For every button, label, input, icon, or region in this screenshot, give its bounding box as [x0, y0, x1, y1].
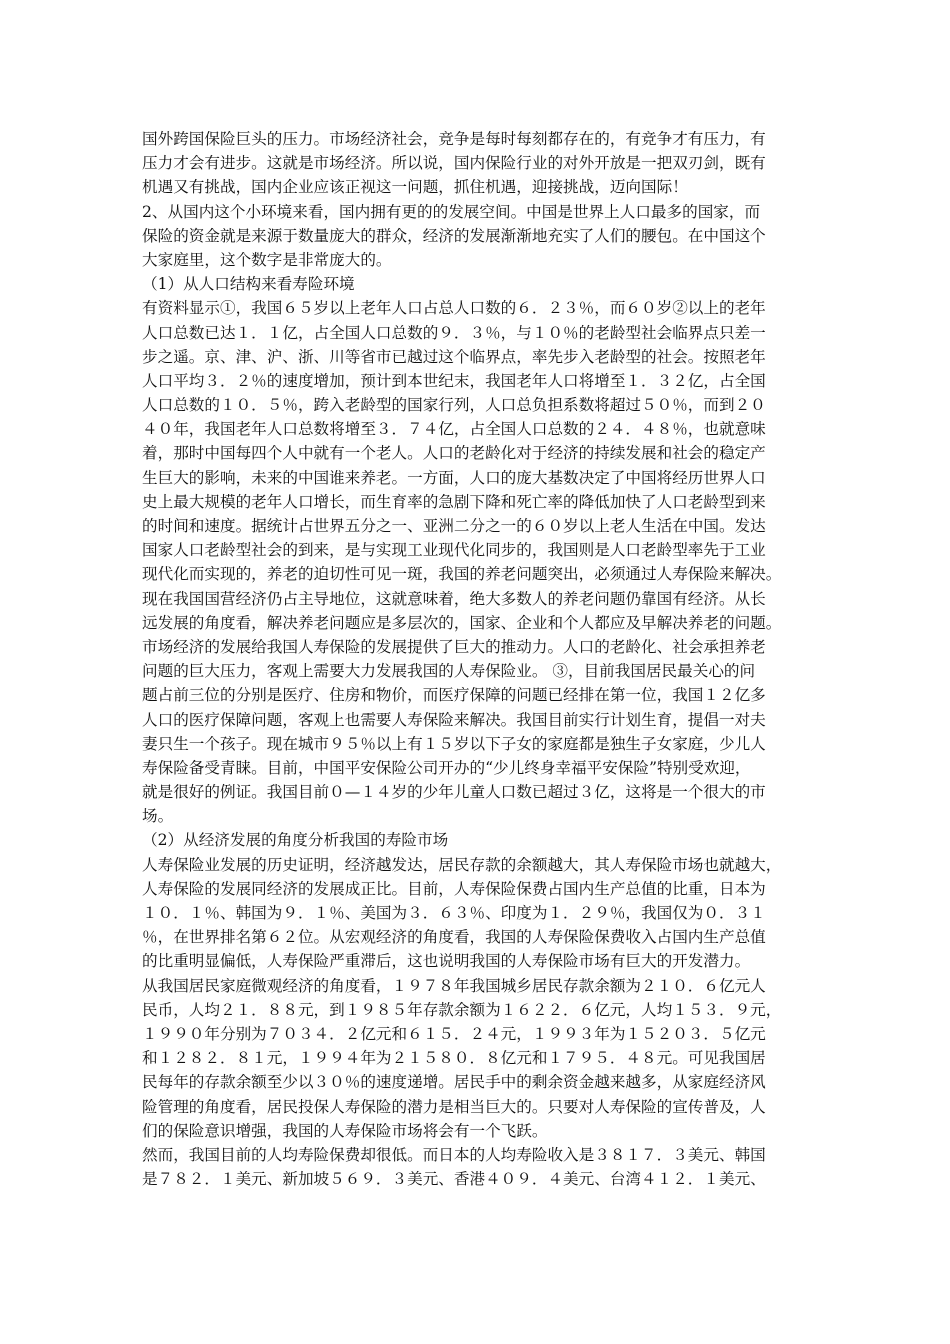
text-line: 民币，人均２１．８８元，到１９８５年存款余额为１６２２．６亿元，人均１５３．９元， [142, 1000, 782, 1019]
text-line: 机遇又有挑战，国内企业应该正视这一问题，抓住机遇，迎接挑战，迈向国际！ [142, 178, 688, 197]
text-line: 市场经济的发展给我国人寿保险的发展提供了巨大的推动力。人口的老龄化、社会承担养老 [142, 637, 766, 656]
text-line: 从我国居民家庭微观经济的角度看，１９７８年我国城乡居民存款余额为２１０．６亿元人 [142, 976, 766, 995]
text-line: 人寿保险业发展的历史证明，经济越发达，居民存款的余额越大，其人寿保险市场也就越大， [142, 855, 782, 874]
text-line: 有资料显示①，我国６５岁以上老年人口占总人口数的６．２３％，而６０岁②以上的老年 [142, 299, 766, 318]
text-line: 压力才会有进步。这就是市场经济。所以说，国内保险行业的对外开放是一把双刃剑，既有 [142, 154, 766, 173]
text-line: 国家人口老龄型社会的到来，是与实现工业现代化同步的，我国则是人口老龄型率先于工业 [142, 541, 766, 560]
text-line: 险管理的角度看，居民投保人寿保险的潜力是相当巨大的。只要对人寿保险的宣传普及，人 [142, 1097, 766, 1116]
text-line: 大家庭里，这个数字是非常庞大的。 [142, 250, 392, 269]
text-line: 2、从国内这个小环境来看，国内拥有更的的发展空间。中国是世界上人口最多的国家，而 [142, 202, 761, 221]
text-line: 现在我国国营经济仍占主导地位，这就意味着，绝大多数人的养老问题仍靠国有经济。从长 [142, 589, 766, 608]
text-line: 和１２８２．８１元，１９９４年为２１５８０．８亿元和１７９５．４８元。可见我国居 [142, 1049, 766, 1068]
text-line: 是７８２．１美元、新加坡５６９．３美元、香港４０９．４美元、台湾４１２．１美元、 [142, 1170, 766, 1189]
text-line: 现代化而实现的，养老的迫切性可见一斑，我国的养老问题突出，必须通过人寿保险来解决。 [142, 565, 782, 584]
text-line: 民每年的存款余额至少以３０％的速度递增。居民手中的剩余资金越来越多，从家庭经济风 [142, 1073, 766, 1092]
text-line: 人寿保险的发展同经济的发展成正比。目前，人寿保险保费占国内生产总值的比重，日本为 [142, 879, 766, 898]
text-line: １０．１％、韩国为９．１％、美国为３．６３％、印度为１．２９％，我国仅为０．３１ [142, 904, 766, 922]
text-line: 步之遥。京、津、沪、浙、川等省市已越过这个临界点，率先步入老龄型的社会。按照老年 [142, 347, 766, 366]
text-line: 人口平均３．２％的速度增加，预计到本世纪末，我国老年人口将增至１．３２亿，占全国 [142, 371, 766, 390]
text-line: 问题的巨大压力，客观上需要大力发展我国的人寿保险业。 ③，目前我国居民最关心的问 [142, 662, 756, 681]
text-line: ％，在世界排名第６２位。从宏观经济的角度看，我国的人寿保险保费收入占国内生产总值 [142, 928, 766, 947]
text-line: 人口总数的１０．５％，跨入老龄型的国家行列，人口总负担系数将超过５０％，而到２０ [142, 396, 766, 415]
text-line: 题占前三位的分别是医疗、住房和物价，而医疗保障的问题已经排在第一位，我国１２亿多 [142, 686, 766, 705]
text-line: 的比重明显偏低，人寿保险严重滞后，这也说明我国的人寿保险市场有巨大的开发潜力。 [142, 952, 751, 971]
text-line: 场。 [142, 807, 174, 826]
text-line: ４０年，我国老年人口总数将增至３．７４亿，占全国人口总数的２４．４８％，也就意味 [142, 420, 766, 439]
text-line: １９９０年分别为７０３４．２亿元和６１５．２４元，１９９３年为１５２０３．５亿元 [142, 1024, 766, 1043]
text-line: 着，那时中国每四个人中就有一个老人。人口的老龄化对于经济的持续发展和社会的稳定产 [142, 444, 766, 463]
text-line: 人口的医疗保障问题，客观上也需要人寿保险来解决。我国目前实行计划生育，提倡一对夫 [142, 710, 766, 729]
text-line: 保险的资金就是来源于数量庞大的群众，经济的发展渐渐地充实了人们的腰包。在中国这个 [142, 226, 766, 245]
text-line: 然而，我国目前的人均寿险保费却很低。而日本的人均寿险收入是３８１７．３美元、韩国 [142, 1145, 766, 1164]
text-line: 的时间和速度。据统计占世界五分之一、亚洲二分之一的６０岁以上老人生活在中国。发达 [142, 517, 766, 535]
document-page [142, 127, 822, 1191]
section-heading: （2）从经济发展的角度分析我国的寿险市场 [142, 831, 449, 850]
text-line: 国外跨国保险巨头的压力。市场经济社会，竞争是每时每刻都存在的，有竞争才有压力，有 [142, 130, 766, 148]
text-line: 寿保险备受青睐。目前，中国平安保险公司开办的“少儿终身幸福平安保险”特别受欢迎， [142, 758, 751, 777]
section-heading: （1）从人口结构来看寿险环境 [142, 275, 355, 294]
text-line: 史上最大规模的老年人口增长，而生育率的急剧下降和死亡率的降低加快了人口老龄型到来 [142, 492, 766, 511]
text-line: 远发展的角度看，解决养老问题应是多层次的，国家、企业和个人都应及早解决养老的问题。 [142, 613, 782, 632]
text-line: 就是很好的例证。我国目前０—１４岁的少年儿童人口数已超过３亿，这将是一个很大的市 [142, 783, 766, 802]
text-line: 妻只生一个孩子。现在城市９５％以上有１５岁以下子女的家庭都是独生子女家庭，少儿人 [142, 734, 766, 753]
text-line: 人口总数已达１．１亿，占全国人口总数的９．３％，与１０％的老龄型社会临界点只差一 [142, 323, 766, 342]
text-line: 们的保险意识增强，我国的人寿保险市场将会有一个飞跃。 [142, 1121, 548, 1140]
text-line: 生巨大的影响，未来的中国谁来养老。一方面，人口的庞大基数决定了中国将经历世界人口 [142, 468, 766, 487]
